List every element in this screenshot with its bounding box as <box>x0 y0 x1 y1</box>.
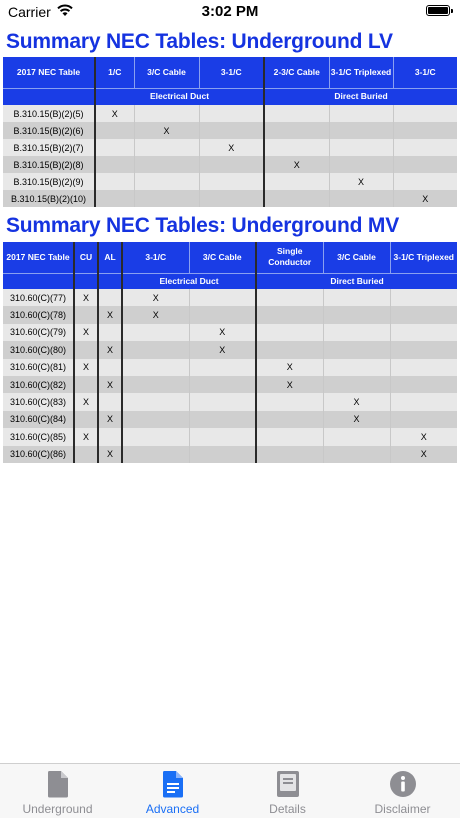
tab-advanced[interactable] <box>115 764 230 818</box>
mv-table <box>3 242 457 463</box>
cell-mark <box>323 428 390 445</box>
cell-mark: X <box>393 190 457 207</box>
cell-mark: X <box>122 306 189 323</box>
cell-mark <box>134 173 199 190</box>
cell-mark: X <box>323 393 390 410</box>
mv-col-header: 3-1/C Triplexed <box>390 242 457 273</box>
cell-mark <box>264 122 329 139</box>
lv-group-direct-buried: Direct Buried <box>264 88 457 105</box>
cell-mark <box>122 341 189 358</box>
cell-cu <box>74 411 98 428</box>
cell-mark <box>390 393 457 410</box>
cell-mark <box>393 122 457 139</box>
table-row <box>3 105 457 122</box>
cell-mark <box>256 393 323 410</box>
cell-mark: X <box>390 446 457 463</box>
tab-label: Underground <box>22 802 93 816</box>
cell-mark <box>390 306 457 323</box>
info-icon <box>389 770 417 798</box>
cell-mark <box>256 289 323 306</box>
cell-mark <box>189 411 256 428</box>
mv-col-header: 3/C Cable <box>323 242 390 273</box>
cell-mark: X <box>329 173 393 190</box>
cell-mark <box>122 428 189 445</box>
document-text-icon <box>162 770 184 798</box>
cell-mark <box>122 324 189 341</box>
row-label: 310.60(C)(83) <box>3 393 74 410</box>
cell-mark <box>390 411 457 428</box>
cell-mark <box>95 122 134 139</box>
cell-al: X <box>98 446 122 463</box>
cell-cu <box>74 376 98 393</box>
lv-col-header: 2-3/C Cable <box>264 57 329 88</box>
mv-title: Summary NEC Tables: Underground MV <box>6 214 400 237</box>
table-row <box>3 289 457 306</box>
mv-col-header: 3-1/C <box>122 242 189 273</box>
lv-title: Summary NEC Tables: Underground LV <box>6 30 393 53</box>
cell-cu: X <box>74 359 98 376</box>
cell-mark <box>256 341 323 358</box>
table-row <box>3 156 457 173</box>
row-label: 310.60(C)(81) <box>3 359 74 376</box>
cell-mark <box>390 376 457 393</box>
row-label: 310.60(C)(78) <box>3 306 74 323</box>
cell-mark: X <box>199 139 264 156</box>
cell-mark <box>199 190 264 207</box>
cell-mark <box>256 306 323 323</box>
table-row <box>3 190 457 207</box>
table-row <box>3 376 457 393</box>
lv-group-electrical-duct: Electrical Duct <box>95 88 264 105</box>
cell-mark: X <box>256 359 323 376</box>
mv-col-header: 3/C Cable <box>189 242 256 273</box>
cell-mark <box>256 324 323 341</box>
cell-mark <box>323 341 390 358</box>
cell-mark <box>390 324 457 341</box>
cell-mark <box>134 105 199 122</box>
cell-mark <box>323 446 390 463</box>
cell-mark <box>95 139 134 156</box>
lv-col-header: 3-1/C Triplexed <box>329 57 393 88</box>
cell-mark <box>390 341 457 358</box>
table-row <box>3 306 457 323</box>
cell-mark <box>264 190 329 207</box>
cell-mark <box>189 376 256 393</box>
cell-mark: X <box>264 156 329 173</box>
cell-al: X <box>98 306 122 323</box>
cell-mark: X <box>122 289 189 306</box>
tab-disclaimer[interactable] <box>345 764 460 818</box>
cell-al: X <box>98 411 122 428</box>
cell-mark <box>323 306 390 323</box>
cell-al <box>98 289 122 306</box>
row-label: B.310.15(B)(2)(7) <box>3 139 95 156</box>
cell-mark <box>329 105 393 122</box>
cell-mark <box>122 411 189 428</box>
lv-table <box>3 57 457 207</box>
mv-group-blank <box>74 273 98 289</box>
cell-mark <box>122 393 189 410</box>
tab-label: Disclaimer <box>374 802 431 816</box>
cell-mark <box>329 190 393 207</box>
mv-group-blank <box>98 273 122 289</box>
cell-mark <box>264 139 329 156</box>
cell-mark <box>264 173 329 190</box>
cell-cu: X <box>74 289 98 306</box>
cell-mark: X <box>189 324 256 341</box>
cell-mark <box>329 139 393 156</box>
cell-mark: X <box>189 341 256 358</box>
tab-underground[interactable] <box>0 764 115 818</box>
cell-mark: X <box>390 428 457 445</box>
cell-mark <box>393 139 457 156</box>
cell-mark <box>95 156 134 173</box>
cell-al <box>98 324 122 341</box>
cell-mark <box>134 190 199 207</box>
row-label: 310.60(C)(82) <box>3 376 74 393</box>
cell-mark <box>256 428 323 445</box>
mv-group-electrical-duct: Electrical Duct <box>122 273 256 289</box>
cell-al: X <box>98 376 122 393</box>
lv-col-header: 1/C <box>95 57 134 88</box>
cell-mark <box>189 306 256 323</box>
mv-header-table: 2017 NEC Table <box>3 242 74 273</box>
cell-mark <box>199 173 264 190</box>
status-time: 3:02 PM <box>201 3 259 20</box>
cell-mark <box>189 289 256 306</box>
cell-cu <box>74 446 98 463</box>
cell-cu: X <box>74 428 98 445</box>
table-row <box>3 411 457 428</box>
table-row <box>3 428 457 445</box>
table-row <box>3 122 457 139</box>
cell-al <box>98 359 122 376</box>
row-label: 310.60(C)(77) <box>3 289 74 306</box>
table-row <box>3 173 457 190</box>
mv-col-header: Single Conductor <box>256 242 323 273</box>
cell-mark <box>122 376 189 393</box>
row-label: 310.60(C)(80) <box>3 341 74 358</box>
cell-mark <box>323 376 390 393</box>
cell-mark <box>199 105 264 122</box>
cell-mark <box>323 359 390 376</box>
cell-mark <box>189 446 256 463</box>
lv-header-table: 2017 NEC Table <box>3 57 95 88</box>
row-label: 310.60(C)(84) <box>3 411 74 428</box>
tab-label: Advanced <box>145 802 200 816</box>
cell-mark <box>393 105 457 122</box>
table-row <box>3 341 457 358</box>
cell-mark <box>122 359 189 376</box>
row-label: B.310.15(B)(2)(9) <box>3 173 95 190</box>
cell-mark <box>323 289 390 306</box>
mv-header-cu: CU <box>74 242 98 273</box>
cell-mark <box>256 411 323 428</box>
cell-mark <box>134 139 199 156</box>
cell-mark <box>329 122 393 139</box>
cell-mark <box>199 122 264 139</box>
cell-mark <box>329 156 393 173</box>
cell-mark <box>256 446 323 463</box>
cell-mark <box>390 289 457 306</box>
row-label: B.310.15(B)(2)(5) <box>3 105 95 122</box>
cell-cu: X <box>74 324 98 341</box>
cell-cu <box>74 341 98 358</box>
cell-cu <box>74 306 98 323</box>
book-icon <box>276 770 300 798</box>
battery-icon <box>426 5 450 16</box>
table-row <box>3 324 457 341</box>
tab-label: Details <box>269 802 306 816</box>
row-label: 310.60(C)(79) <box>3 324 74 341</box>
cell-al <box>98 428 122 445</box>
row-label: B.310.15(B)(2)(6) <box>3 122 95 139</box>
table-row <box>3 393 457 410</box>
cell-mark: X <box>95 105 134 122</box>
cell-al <box>98 393 122 410</box>
cell-mark: X <box>134 122 199 139</box>
mv-group-blank <box>3 273 74 289</box>
cell-mark <box>189 359 256 376</box>
cell-mark: X <box>256 376 323 393</box>
cell-mark <box>390 359 457 376</box>
row-label: B.310.15(B)(2)(8) <box>3 156 95 173</box>
document-icon <box>47 770 69 798</box>
cell-mark <box>393 173 457 190</box>
table-row <box>3 359 457 376</box>
cell-cu: X <box>74 393 98 410</box>
tab-details[interactable] <box>230 764 345 818</box>
lv-col-header: 3-1/C <box>199 57 264 88</box>
cell-mark <box>393 156 457 173</box>
cell-mark <box>134 156 199 173</box>
carrier-label: Carrier <box>8 4 51 20</box>
cell-mark <box>323 324 390 341</box>
lv-col-header: 3-1/C <box>393 57 457 88</box>
row-label: 310.60(C)(85) <box>3 428 74 445</box>
lv-group-blank <box>3 88 95 105</box>
cell-mark <box>264 105 329 122</box>
cell-mark <box>189 428 256 445</box>
tab-bar <box>0 763 460 818</box>
row-label: 310.60(C)(86) <box>3 446 74 463</box>
cell-mark <box>95 190 134 207</box>
cell-al: X <box>98 341 122 358</box>
mv-header-al: AL <box>98 242 122 273</box>
cell-mark: X <box>323 411 390 428</box>
mv-group-direct-buried: Direct Buried <box>256 273 457 289</box>
row-label: B.310.15(B)(2)(10) <box>3 190 95 207</box>
lv-col-header: 3/C Cable <box>134 57 199 88</box>
cell-mark <box>189 393 256 410</box>
status-bar <box>0 0 460 24</box>
table-row <box>3 446 457 463</box>
cell-mark <box>199 156 264 173</box>
cell-mark <box>95 173 134 190</box>
cell-mark <box>122 446 189 463</box>
table-row <box>3 139 457 156</box>
